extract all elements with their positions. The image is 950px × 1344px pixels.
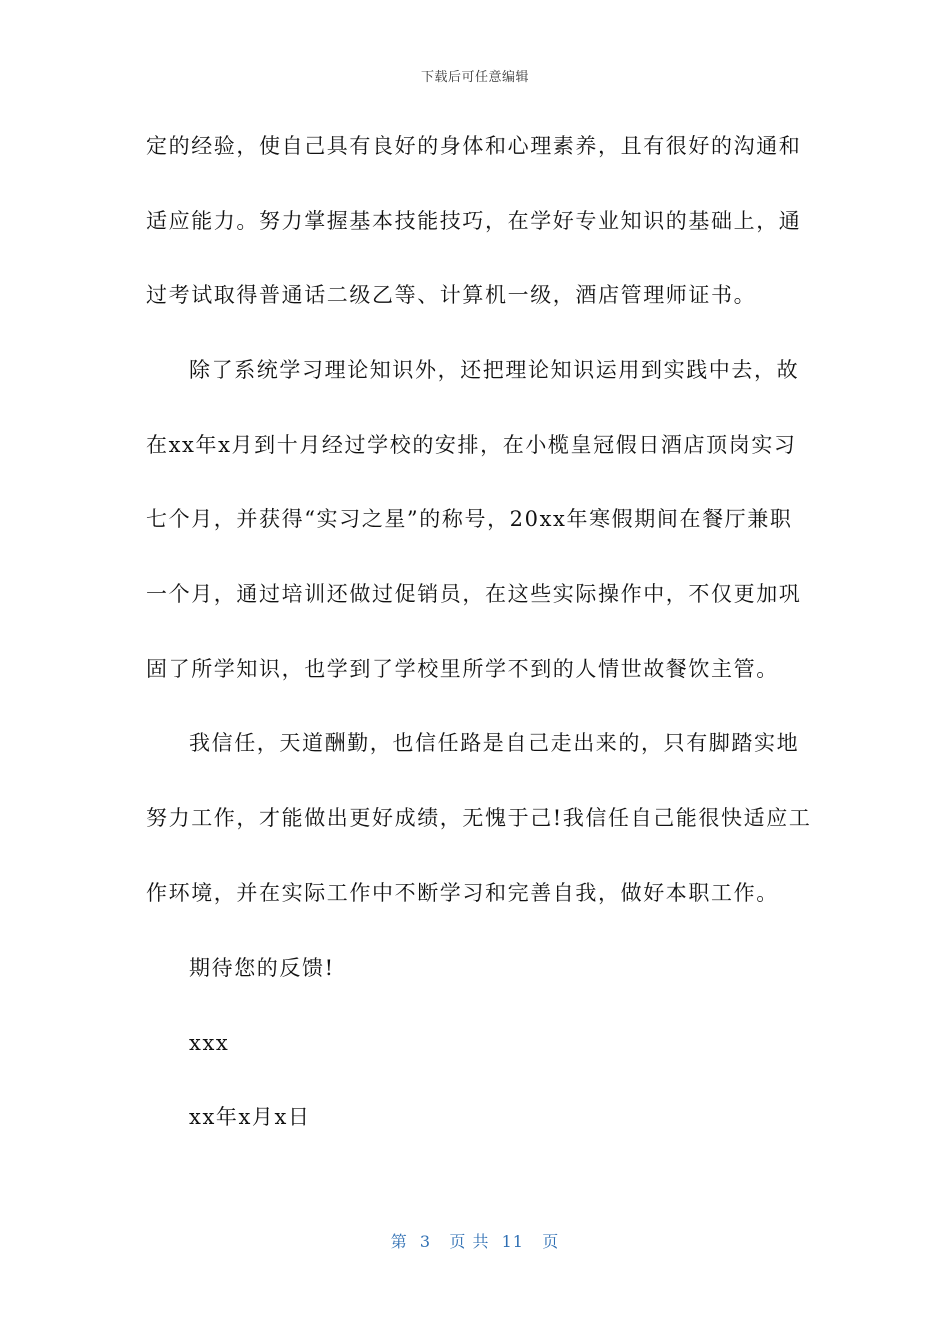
body-line: 作环境，并在实际工作中不断学习和完善自我，做好本职工作。 xyxy=(146,881,779,905)
page-number: 第 3 页 共 11 页 xyxy=(390,1232,560,1251)
body-line: 在xx年x月到十月经过学校的安排，在小榄皇冠假日酒店顶岗实习 xyxy=(146,433,797,457)
body-line: 七个月，并获得“实习之星”的称号，20xx年寒假期间在餐厅兼职 xyxy=(146,507,793,531)
body-line: 过考试取得普通话二级乙等、计算机一级，酒店管理师证书。 xyxy=(146,283,757,307)
body-line: 努力工作，才能做出更好成绩，无愧于己!我信任自己能很快适应工 xyxy=(146,806,812,830)
body-line: 我信任，天道酬勤，也信任路是自己走出来的，只有脚踏实地 xyxy=(189,731,800,755)
body-line: 除了系统学习理论知识外，还把理论知识运用到实践中去，故 xyxy=(189,358,800,382)
body-line: 固了所学知识，也学到了学校里所学不到的人情世故餐饮主管。 xyxy=(146,657,779,681)
signature: xxx xyxy=(189,1031,230,1055)
body-line: 适应能力。努力掌握基本技能技巧，在学好专业知识的基础上，通 xyxy=(146,209,802,233)
body-line: 定的经验，使自己具有良好的身体和心理素养，且有很好的沟通和 xyxy=(146,134,802,158)
date: xx年x月x日 xyxy=(189,1105,311,1129)
body-line: 一个月，通过培训还做过促销员，在这些实际操作中，不仅更加巩 xyxy=(146,582,802,606)
page-header: 下载后可任意编辑 xyxy=(420,70,529,85)
closing-line: 期待您的反馈! xyxy=(189,956,335,980)
